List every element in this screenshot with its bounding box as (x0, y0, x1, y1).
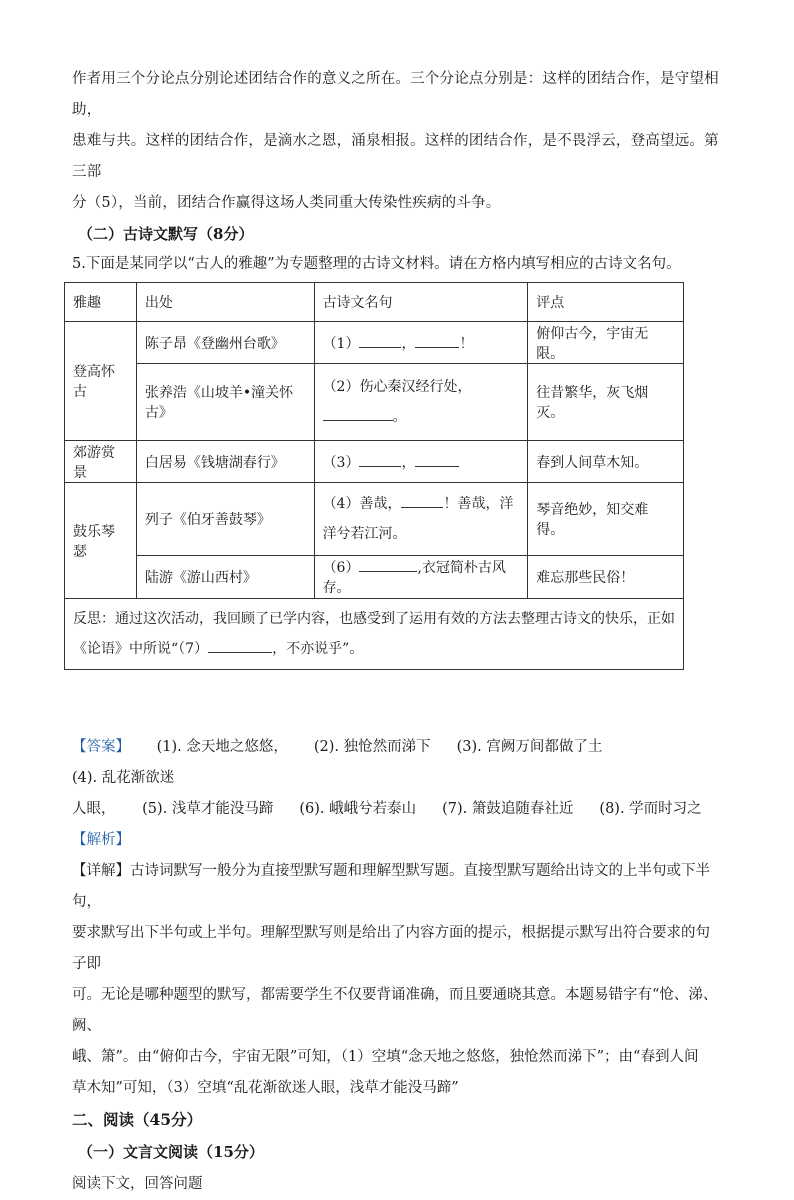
answer-item: (2). 独怆然而涕下 (313, 739, 431, 755)
table-row (65, 364, 684, 441)
poem-table (64, 282, 684, 670)
answer-label: 【答案】 (72, 739, 130, 755)
header-cell: 古诗文名句 (314, 283, 528, 322)
answer-blank[interactable] (323, 406, 393, 421)
detail-line: 峨、箫”。由“俯仰古今，宇宙无限”可知，（1）空填“念天地之悠悠，独怆然而涕下”；由“春到人间 (72, 1049, 699, 1065)
intro-paragraph (72, 64, 722, 219)
reflection-row (65, 599, 684, 670)
answer-item: (3). 宫阙万间都做了土 (456, 739, 603, 755)
answer-blank[interactable] (359, 557, 417, 572)
table-row (65, 556, 684, 599)
analysis-label: 【解析】 (72, 832, 130, 848)
table-row (65, 441, 684, 483)
answer-item: (5). 浅草才能没马蹄 (142, 801, 274, 817)
answer-blank[interactable] (401, 493, 443, 508)
table-header-row (65, 283, 684, 322)
table-row (65, 322, 684, 364)
comment-cell: 难忘那些民俗！ (528, 556, 684, 599)
intro-line: 患难与共。这样的团结合作，是滴水之恩，涌泉相报。这样的团结合作，是不畏浮云，登高望远。第三部 (72, 133, 719, 180)
comment-cell: 春到人间草木知。 (528, 441, 684, 483)
answer-item: (4). 乱花渐欲迷 (72, 770, 175, 786)
section-title-classical: （一）文言文阅读（15分） (78, 1143, 264, 1161)
answer-continuation: 人眼， (72, 801, 116, 817)
detail-line: 要求默写出下半句或上半句。理解型默写则是给出了内容方面的提示，根据提示默写出符合要求的句子即 (72, 925, 710, 972)
section-title-poetry: （二）古诗文默写（8分） (78, 225, 254, 243)
verse-cell: （6） ,衣冠简朴古风存。 (314, 556, 528, 599)
answer-item: (8). 学而时习之 (599, 801, 702, 817)
comment-cell: 往昔繁华，灰飞烟灭。 (528, 364, 684, 441)
document-page (72, 64, 722, 1200)
group-cell: 登高怀古 (65, 322, 137, 441)
intro-line: 作者用三个分论点分别论述团结合作的意义之所在。三个分论点分别是：这样的团结合作，是守望相助， (72, 71, 719, 118)
detail-paragraph (72, 856, 722, 1104)
detail-label: 【详解】 (72, 863, 130, 879)
verse-cell: （3） ， (314, 441, 528, 483)
answer-item: (6). 峨峨兮若泰山 (299, 801, 417, 817)
header-cell: 评点 (528, 283, 684, 322)
detail-line: 草木知”可知，（3）空填“乱花渐欲迷人眼，浅草才能没马蹄” (72, 1080, 459, 1096)
answer-line (72, 794, 722, 825)
answer-item: (1). 念天地之悠悠， (156, 739, 288, 755)
answer-blank[interactable] (359, 333, 401, 348)
header-cell: 出处 (136, 283, 314, 322)
reflection-cell: 反思：通过这次活动，我回顾了已学内容，也感受到了运用有效的方法去整理古诗文的快乐，正如 《论语》中所说“（7） ，不亦说乎”。 (65, 599, 684, 670)
answer-blank[interactable] (208, 638, 272, 653)
reading-instruction: 阅读下文，回答问题 (72, 1176, 203, 1192)
answer-blank[interactable] (359, 452, 401, 467)
answer-item: (7). 箫鼓追随春社近 (442, 801, 574, 817)
intro-line: 分（5），当前，团结合作赢得这场人类同重大传染性疾病的斗争。 (72, 195, 501, 211)
verse-cell: （2）伤心秦汉经行处， 。 (314, 364, 528, 441)
source-cell: 白居易《钱塘湖春行》 (136, 441, 314, 483)
detail-line: 【详解】古诗词默写一般分为直接型默写题和理解型默写题。直接型默写题给出诗文的上半句或下半句， (72, 863, 710, 910)
source-cell: 陈子昂《登幽州台歌》 (136, 322, 314, 364)
group-cell: 鼓乐琴瑟 (65, 483, 137, 599)
source-cell: 列子《伯牙善鼓琴》 (136, 483, 314, 556)
source-cell: 陆游《游山西村》 (136, 556, 314, 599)
answer-block (72, 732, 722, 856)
comment-cell: 琴音绝妙，知交难得。 (528, 483, 684, 556)
group-cell: 郊游赏景 (65, 441, 137, 483)
detail-line: 可。无论是哪种题型的默写，都需要学生不仅要背诵准确，而且要通晓其意。本题易错字有“怆、涕、阙、 (72, 987, 718, 1034)
verse-cell: （1） ， ！ (314, 322, 528, 364)
verse-cell: （4）善哉， ！善哉，洋 洋兮若江河。 (314, 483, 528, 556)
source-cell: 张养浩《山坡羊•潼关怀古》 (136, 364, 314, 441)
comment-cell: 俯仰古今，宇宙无限。 (528, 322, 684, 364)
answer-blank[interactable] (415, 452, 459, 467)
question-5: 5.下面是某同学以“古人的雅趣”为专题整理的古诗文材料。请在方格内填写相应的古诗文名句。 (72, 256, 681, 272)
section-title-reading: 二、阅读（45分） (72, 1110, 203, 1129)
header-cell: 雅趣 (65, 283, 137, 322)
table-row (65, 483, 684, 556)
answer-line (72, 732, 722, 794)
answer-blank[interactable] (415, 333, 459, 348)
